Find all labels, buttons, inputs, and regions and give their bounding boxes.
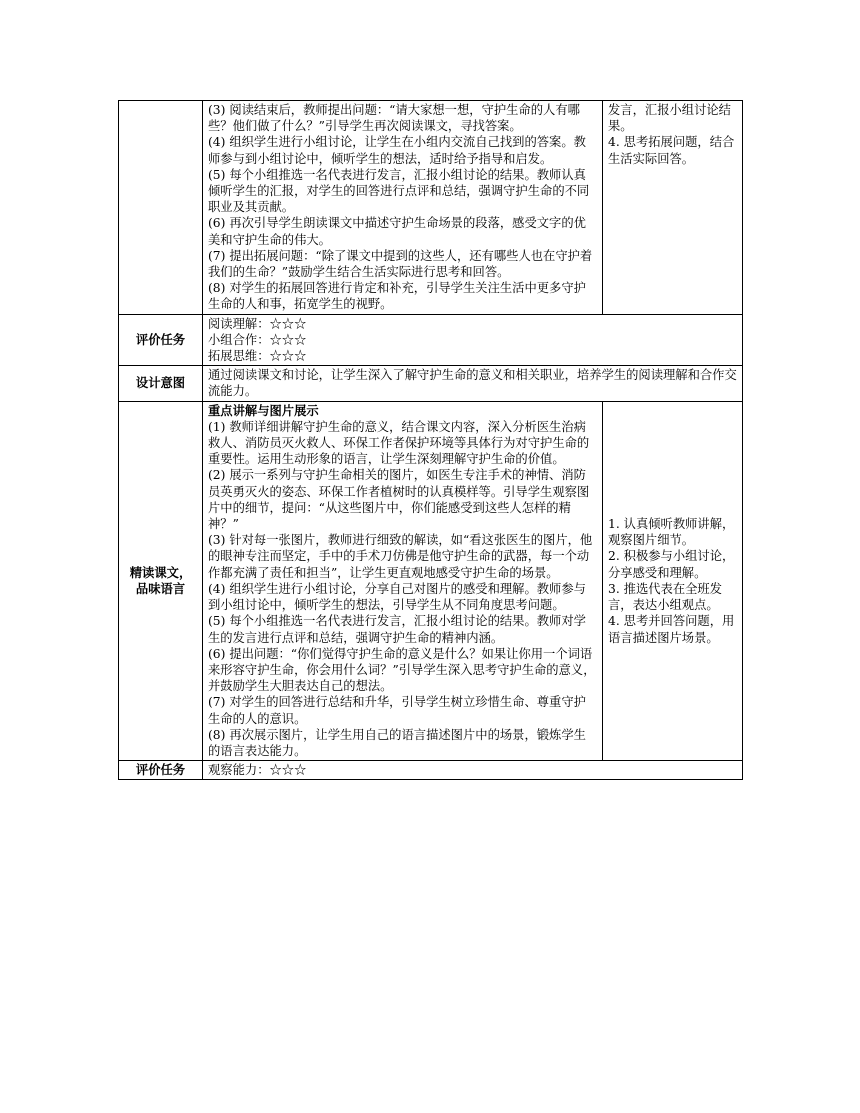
- student-activity-1: 1. 认真倾听教师讲解，观察图片细节。: [608, 517, 735, 548]
- section-label: 精读课文，品味语言: [119, 401, 203, 760]
- step-5: (5) 每个小组推选一名代表进行发言，汇报小组讨论的结果。教师认真倾听学生的汇报，对学生的回答进行点评和总结，强调守护生命的不同职业及其贡献。: [208, 167, 590, 215]
- design-intent-label: 设计意图: [119, 366, 203, 401]
- intensive-reading-cell: [203, 401, 603, 760]
- section-title: 重点讲解与图片展示: [208, 403, 319, 418]
- evaluation-label: 评价任务: [119, 761, 203, 780]
- step-4: (4) 组织学生进行小组讨论，让学生在小组内交流自己找到的答案。教师参与到小组讨论中，倾听学生的想法，适时给予指导和启发。: [208, 135, 586, 166]
- evaluation-item: 拓展思维：☆☆☆: [208, 349, 307, 364]
- row-reading-steps: [119, 101, 743, 315]
- evaluation-items-cell: [203, 314, 743, 366]
- student-activity-4: 4. 思考并回答问题，用语言描述图片场景。: [608, 614, 735, 645]
- student-activity-cell: [603, 101, 743, 315]
- reading-steps-cell: [203, 101, 603, 315]
- student-activity-4: 4. 思考拓展问题，结合生活实际回答。: [608, 135, 735, 166]
- evaluation-item: 阅读理解：☆☆☆: [208, 316, 307, 331]
- evaluation-label: 评价任务: [119, 314, 203, 366]
- row-design-intent: [119, 366, 743, 401]
- step-7: (7) 提出拓展问题：“除了课文中提到的这些人，还有哪些人也在守护着我们的生命？”鼓励学生结合生活实际进行思考和回答。: [208, 248, 593, 280]
- step-6: (6) 提出问题：“你们觉得守护生命的意义是什么？如果让你用一个词语来形容守护生命，你会用什么词？”引导学生深入思考守护生命的意义，并鼓励学生大胆表达自己的想法。: [208, 646, 596, 694]
- evaluation-item: 小组合作：☆☆☆: [208, 332, 307, 347]
- row-evaluation-2: [119, 761, 743, 780]
- step-4: (4) 组织学生进行小组讨论，分享自己对图片的感受和理解。教师参与到小组讨论中，倾听学生的想法，引导学生从不同角度思考问题。: [208, 581, 586, 613]
- student-activity-3: 发言，汇报小组讨论结果。: [608, 103, 731, 134]
- step-3: (3) 针对每一张图片，教师进行细致的解读，如“看这张医生的图片，他的眼神专注而坚定，手中的手术刀仿佛是他守护生命的武器，每一个动作都充满了责任和担当”，让学生更直观地感受守护生命的场景。: [208, 533, 593, 580]
- student-activity-3: 3. 推选代表在全班发言，表达小组观点。: [608, 581, 723, 613]
- step-5: (5) 每个小组推选一名代表进行发言，汇报小组讨论的结果。教师对学生的发言进行点评和总结，强调守护生命的精神内涵。: [208, 614, 586, 645]
- student-activity-2: 2. 积极参与小组讨论，分享感受和理解。: [608, 549, 735, 580]
- evaluation-item: 观察能力：☆☆☆: [208, 763, 307, 778]
- step-2: (2) 展示一系列与守护生命相关的图片，如医生专注手术的神情、消防员英勇灭火的姿态、环保工作者植树时的认真模样等。引导学生观察图片中的细节，提问：“从这些图片中，你们能感受到这些人怎样的精神？”: [208, 468, 590, 532]
- step-6: (6) 再次引导学生朗读课文中描述守护生命场景的段落，感受文字的优美和守护生命的伟大。: [208, 216, 586, 247]
- row-intensive-reading: [119, 401, 743, 760]
- lesson-plan-table: [118, 100, 743, 780]
- design-intent-text: 通过阅读课文和讨论，让学生深入了解守护生命的意义和相关职业，培养学生的阅读理解和合作交流能力。: [203, 366, 743, 401]
- step-8: (8) 对学生的拓展回答进行肯定和补充，引导学生关注生活中更多守护生命的人和事，拓宽学生的视野。: [208, 281, 586, 312]
- step-3: (3) 阅读结束后，教师提出问题：“请大家想一想，守护生命的人有哪些？他们做了什么？”引导学生再次阅读课文，寻找答案。: [208, 103, 580, 134]
- student-activity-cell: [603, 401, 743, 760]
- step-8: (8) 再次展示图片，让学生用自己的语言描述图片中的场景，锻炼学生的语言表达能力。: [208, 727, 586, 758]
- row-label-empty: [119, 101, 203, 315]
- row-evaluation-1: [119, 314, 743, 366]
- step-7: (7) 对学生的回答进行总结和升华，引导学生树立珍惜生命、尊重守护生命的人的意识。: [208, 695, 586, 726]
- evaluation-items-cell: [203, 761, 743, 780]
- step-1: (1) 教师详细讲解守护生命的意义，结合课文内容，深入分析医生治病救人、消防员灭火救人、环保工作者保护环境等具体行为对守护生命的重要性。运用生动形象的语言，让学生深刻理解守护生命的价值。: [208, 419, 590, 467]
